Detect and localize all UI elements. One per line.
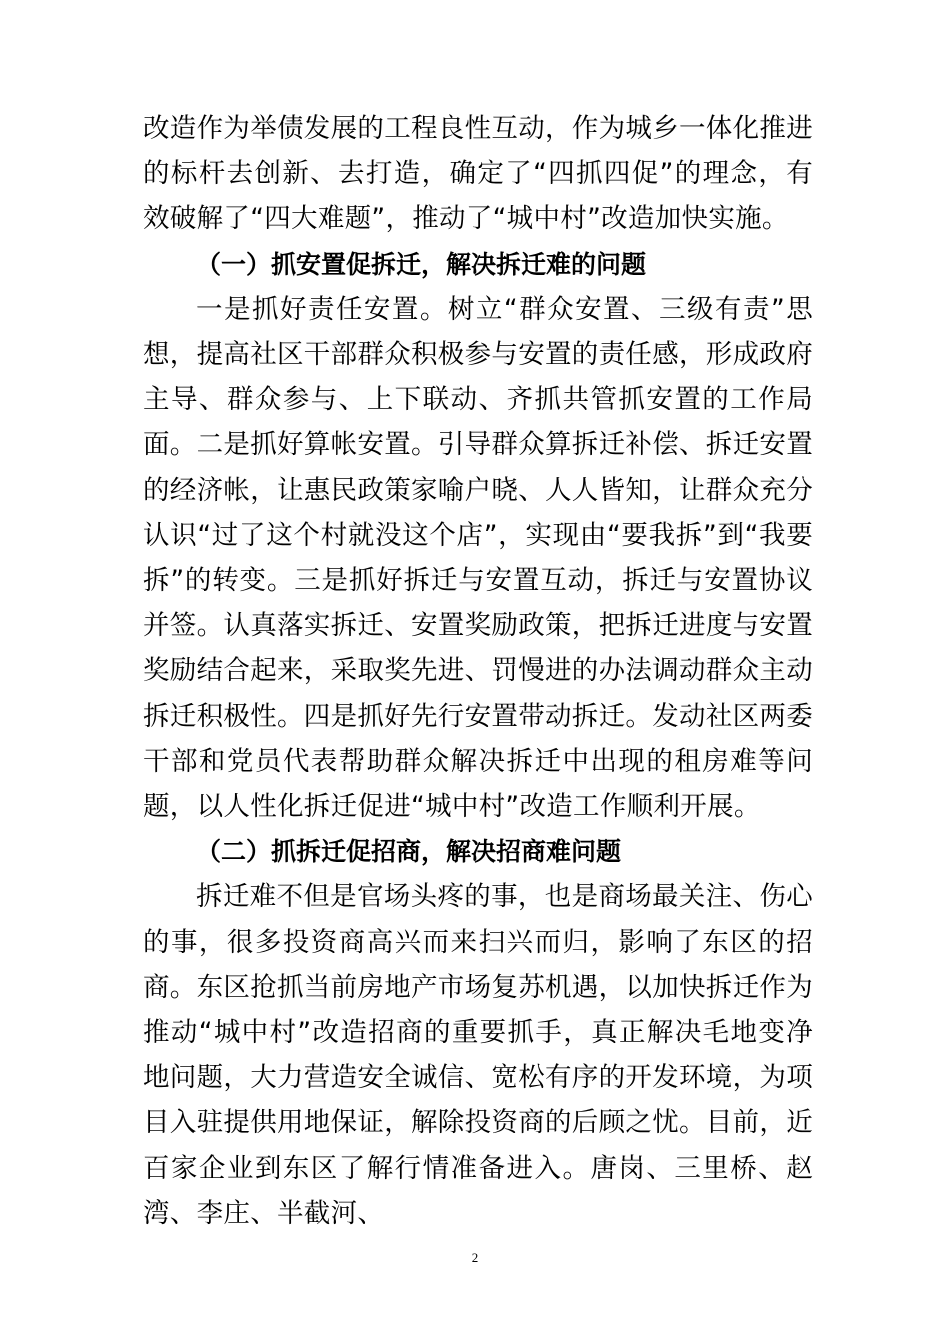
page-number: 2	[471, 1250, 479, 1265]
paragraph-section-1: 一是抓好责任安置。树立“群众安置、三级有责”思想，提高社区干部群众积极参与安置的责任感，形成政府主导、群众参与、上下联动、齐抓共管抓安置的工作局面。二是抓好算帐安置。引导群众算拆迁补偿、拆迁安置的经济帐，让惠民政策家喻户晓、人人皆知，让群众充分认识“过了这个村就没这个店”，实现由“要我拆”到“我要拆”的转变。三是抓好拆迁与安置互动，拆迁与安置协议并签。认真落实拆迁、安置奖励政策，把拆迁进度与安置奖励结合起来，采取奖先进、罚慢进的办法调动群众主动拆迁积极性。四是抓好先行安置带动拆迁。发动社区两委干部和党员代表帮助群众解决拆迁中出现的租房难等问题，以人性化拆迁促进“城中村”改造工作顺利开展。	[143, 293, 813, 823]
section-heading-2: （二）抓拆迁促招商，解决招商难问题	[196, 837, 622, 867]
paragraph-intro: 改造作为举债发展的工程良性互动，作为城乡一体化推进的标杆去创新、去打造，确定了“四抓四促”的理念，有效破解了“四大难题”，推动了“城中村”改造加快实施。	[143, 113, 813, 235]
section-heading-1: （一）抓安置促拆迁，解决拆迁难的问题	[196, 249, 647, 279]
document-body	[143, 106, 813, 1236]
paragraph-section-2: 拆迁难不但是官场头疼的事，也是商场最关注、伤心的事，很多投资商高兴而来扫兴而归，影响了东区的招商。东区抢抓当前房地产市场复苏机遇，以加快拆迁作为推动“城中村”改造招商的重要抓手，真正解决毛地变净地问题，大力营造安全诚信、宽松有序的开发环境，为项目入驻提供用地保证，解除投资商的后顾之忧。目前，近百家企业到东区了解行情准备进入。唐岗、三里桥、赵湾、李庄、半截河、	[143, 881, 813, 1229]
